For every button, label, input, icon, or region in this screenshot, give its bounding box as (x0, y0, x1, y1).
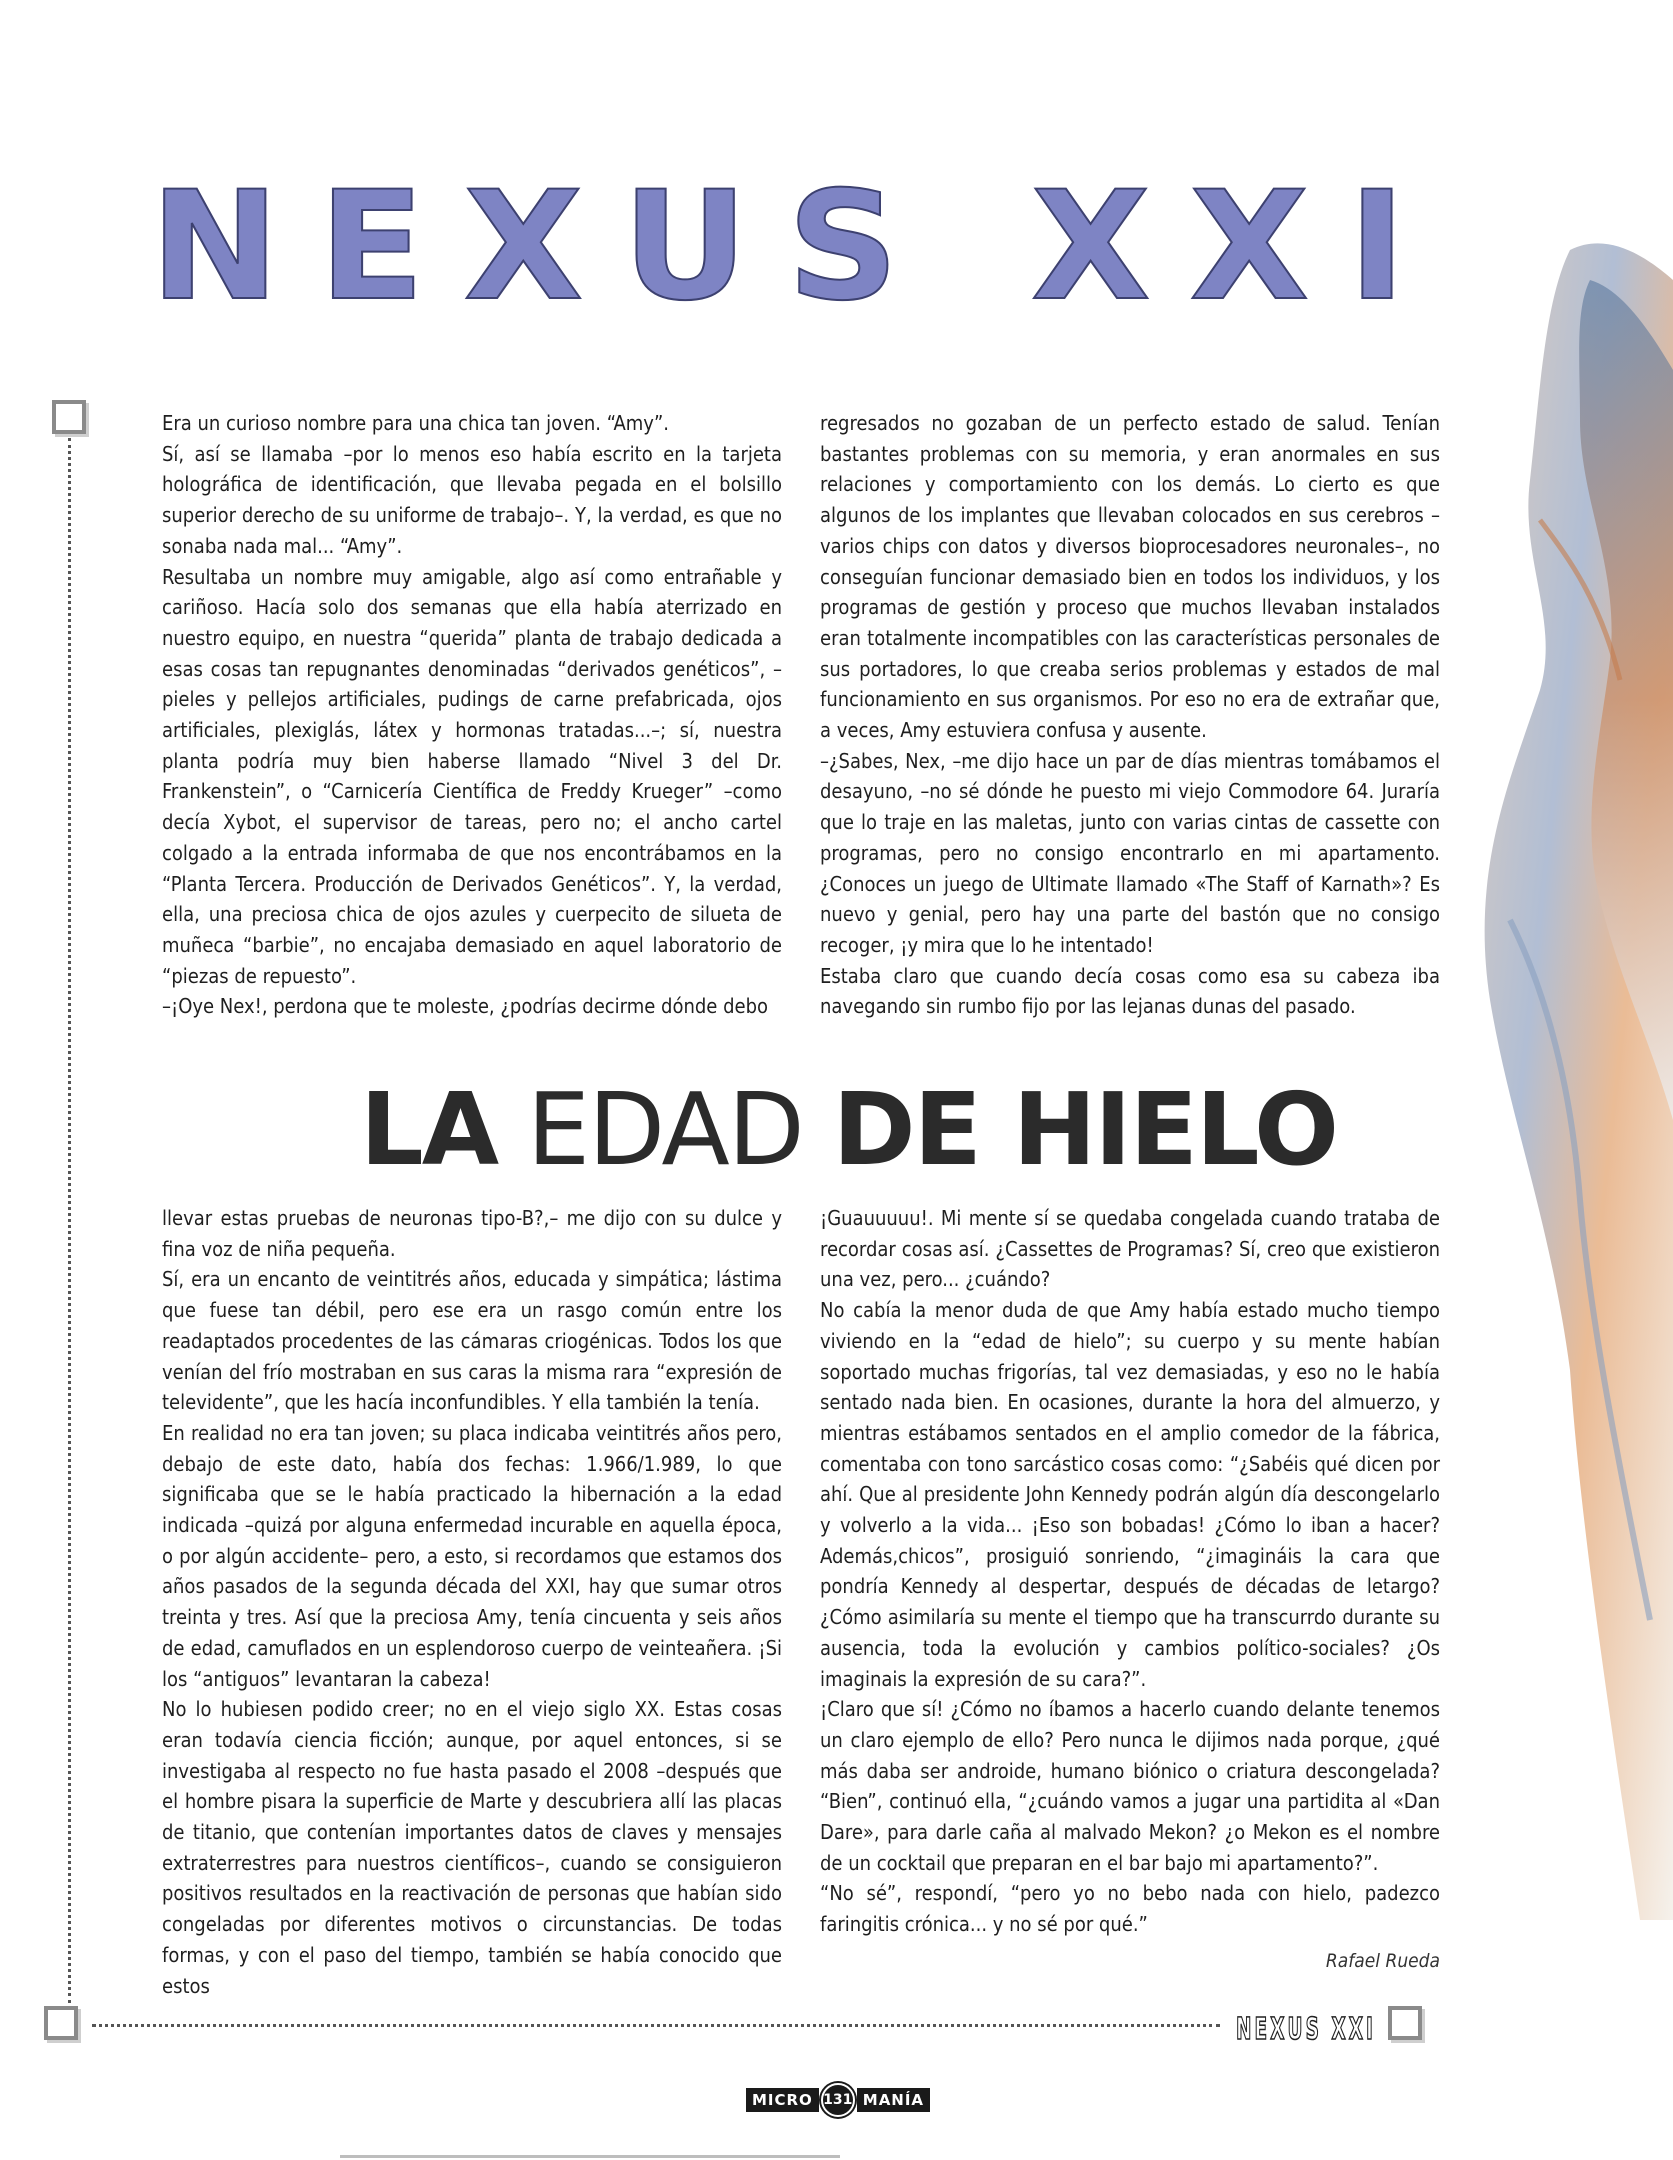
column-top-right (820, 408, 1440, 1022)
paragraph: –¡Oye Nex!, perdona que te moleste, ¿podrías decirme dónde debo (162, 994, 769, 1019)
paragraph: No cabía la menor duda de que Amy había estado mucho tiempo viviendo en la “edad de hielo”; su cuerpo y su mente habían soportado muchas frigorías, tal vez demasiadas, y eso no le había sentado nada bien. En ocasiones, durante la hora del almuerzo, y mientras estábamos sentados en el amplio comedor de la fábrica, comentaba con tono sarcástico cosas como: “¿Sabéis qué dicen por ahí. Que al presidente John Kennedy podrán algún día descongelarlo y volverlo a la vida... ¡Eso son bobadas! ¿Cómo lo iban a hacer? Además,chicos”, prosiguió sonriendo, “¿imagináis la cara que pondría Kennedy al despertar, después de décadas de letargo? ¿Cómo asimilaría su mente el tiempo que ha transcurrdo durante su ausencia, toda la evolución y cambios político-sociales? ¿Os imaginais la expresión de su cara?”. (820, 1298, 1440, 1691)
paragraph: Sí, así se llamaba –por lo menos eso había escrito en la tarjeta holográfica de identificación, que llevaba pegada en el bolsillo superior derecho de su uniforme de trabajo–. Y, la verdad, es que no sonaba nada mal... “Amy”. (162, 441, 782, 558)
page-number: 131 (821, 2083, 855, 2117)
paragraph: Era un curioso nombre para una chica tan joven. “Amy”. (162, 411, 669, 435)
paragraph: Sí, era un encanto de veintitrés años, educada y simpática; lástima que fuese tan débil, pero ese era un rasgo común entre los readaptados procedentes de las cámaras criogénicas. Todos los que venían del frío mostraban en sus caras la misma rara “expresión de televidente”, que les hacía inconfundibles. Y ella también la tenía. (162, 1267, 782, 1415)
frame-corner-top-left (52, 400, 86, 434)
frame-dotted-line-horizontal (92, 2024, 1220, 2027)
column-bottom-right (820, 1203, 1440, 1977)
paragraph: regresados no gozaban de un perfecto estado de salud. Tenían bastantes problemas con su memoria, y eran anormales en sus relaciones y comportamiento con los demás. Lo cierto es que algunos de los implantes que llevaban colocados en sus cerebros –varios chips con datos y diversos bioprocesadores neuronales–, no conseguían funcionar demasiado bien en todos los individuos, y los programas de gestión y proceso que muchos llevaban instalados eran totalmente incompatibles con las características personales de sus portadores, lo que creaba serios problemas y estados de mal funcionamiento en sus organismos. Por eso no era de extrañar que, a veces, Amy estuviera confusa y ausente. (820, 411, 1440, 743)
paragraph: –¿Sabes, Nex, –me dijo hace un par de días mientras tomábamos el desayuno, –no sé dónde he puesto mi viejo Commodore 64. Juraría que lo traje en las maletas, junto con varias cintas de cassette con programas, pero no consigo encontrarlo en mi apartamento. ¿Conoces un juego de Ultimate llamado «The Staff of Karnath»? Es nuevo y genial, pero hay una parte del bastón que no consigo recoger, ¡y mira que lo he intentado! (820, 748, 1440, 957)
column-top-left (162, 408, 782, 1022)
paragraph: llevar estas pruebas de neuronas tipo-B?,– me dijo con su dulce y fina voz de niña pequeña. (162, 1206, 782, 1261)
bottom-divider (340, 2155, 840, 2158)
magazine-name-right: MANÍA (857, 2088, 930, 2112)
paragraph: Estaba claro que cuando decía cosas como esa su cabeza iba navegando sin rumbo fijo por las lejanas dunas del pasado. (820, 963, 1440, 1019)
frame-dotted-line-vertical (68, 438, 71, 2003)
paragraph: En realidad no era tan joven; su placa indicaba veintitrés años pero, debajo de este dato, había dos fechas: 1.966/1.989, lo que significaba que se le había practicado la hibernación a la edad indicada –quizá por alguna enfermedad incurable en aquella época, o por algún accidente– pero, a esto, si recordamos que estamos dos años pasados de la segunda década del XXI, hay que sumar otros treinta y tres. Así que la preciosa Amy, tenía cincuenta y seis años de edad, camuflados en un esplendoroso cuerpo de veinteañera. ¡Si los “antiguos” levantaran la cabeza! (162, 1420, 782, 1691)
paragraph: Resultaba un nombre muy amigable, algo así como entrañable y cariñoso. Hacía solo dos semanas que ella había aterrizado en nuestro equipo, en nuestra “querida” planta de trabajo dedicada a esas cosas tan repugnantes denominadas “derivados genéticos”, –pieles y pellejos artificiales, pudings de carne prefabricada, ojos artificiales, plexiglás, látex y hormonas tratadas...–; sí, nuestra planta podría muy bien haberse llamado “Nivel 3 del Dr. Frankenstein”, o “Carnicería Científica de Freddy Krueger” –como decía Xybot, el supervisor de tareas, pero no; el ancho cartel colgado a la entrada informaba de que nos encontrábamos en la “Planta Tercera. Producción de Derivados Genéticos”. Y, la verdad, ella, una preciosa chica de ojos azules y cuerpecito de silueta de muñeca “barbie”, no encajaba demasiado en aquel laboratorio de “piezas de repuesto”. (162, 564, 782, 988)
android-illustration (1450, 220, 1673, 1920)
paragraph: ¡Claro que sí! ¿Cómo no íbamos a hacerlo cuando delante tenemos un claro ejemplo de ello? Pero nunca le dijimos nada porque, ¿qué más daba ser androide, humano biónico o criatura descongelada? “Bien”, continuó ella, “¿cuándo vamos a jugar una partidita al «Dan Dare», para darle caña al malvado Mekon? ¿o Mekon es el nombre de un cocktail que preparan en el bar bajo mi apartamento?”. (820, 1697, 1440, 1875)
magazine-name-left: MICRO (746, 2088, 819, 2112)
frame-corner-bottom-left (44, 2006, 78, 2040)
frame-corner-bottom-right (1388, 2006, 1422, 2040)
magazine-page-badge (738, 2084, 938, 2116)
headline-part: EDAD (526, 1071, 803, 1188)
column-bottom-left (162, 1203, 782, 2001)
masthead-title: NEXUS XXI (150, 160, 1445, 334)
author-signature: Rafael Rueda (1325, 1949, 1440, 1972)
headline-part: LA (360, 1071, 498, 1188)
footer-section-mark (1232, 2008, 1382, 2048)
svg-text:NEXUS XXI: NEXUS XXI (1236, 2012, 1376, 2047)
article-headline (360, 1070, 1338, 1190)
paragraph: ¡Guauuuuu!. Mi mente sí se quedaba congelada cuando trataba de recordar cosas así. ¿Cassettes de Programas? Sí, creo que existieron una vez, pero... ¿cuándo? (820, 1206, 1440, 1292)
headline-part: DE HIELO (832, 1071, 1338, 1188)
masthead-logo (150, 160, 1450, 334)
paragraph: No lo hubiesen podido creer; no en el viejo siglo XX. Estas cosas eran todavía ciencia ficción; aunque, por aquel entonces, si se investigaba al respecto no fue hasta pasado el 2008 –después que el hombre pisara la superficie de Marte y descubriera allí las placas de titanio, que contenían importantes datos de claves y mensajes extraterrestres para nuestros científicos–, cuando se consiguieron positivos resultados en la reactivación de personas que habían sido congeladas por diferentes motivos o circunstancias. De todas formas, y con el paso del tiempo, también se había conocido que estos (162, 1697, 782, 1998)
paragraph: “No sé”, respondí, “pero yo no bebo nada con hielo, padezco faringitis crónica... y no sé por qué.” (820, 1881, 1440, 1937)
